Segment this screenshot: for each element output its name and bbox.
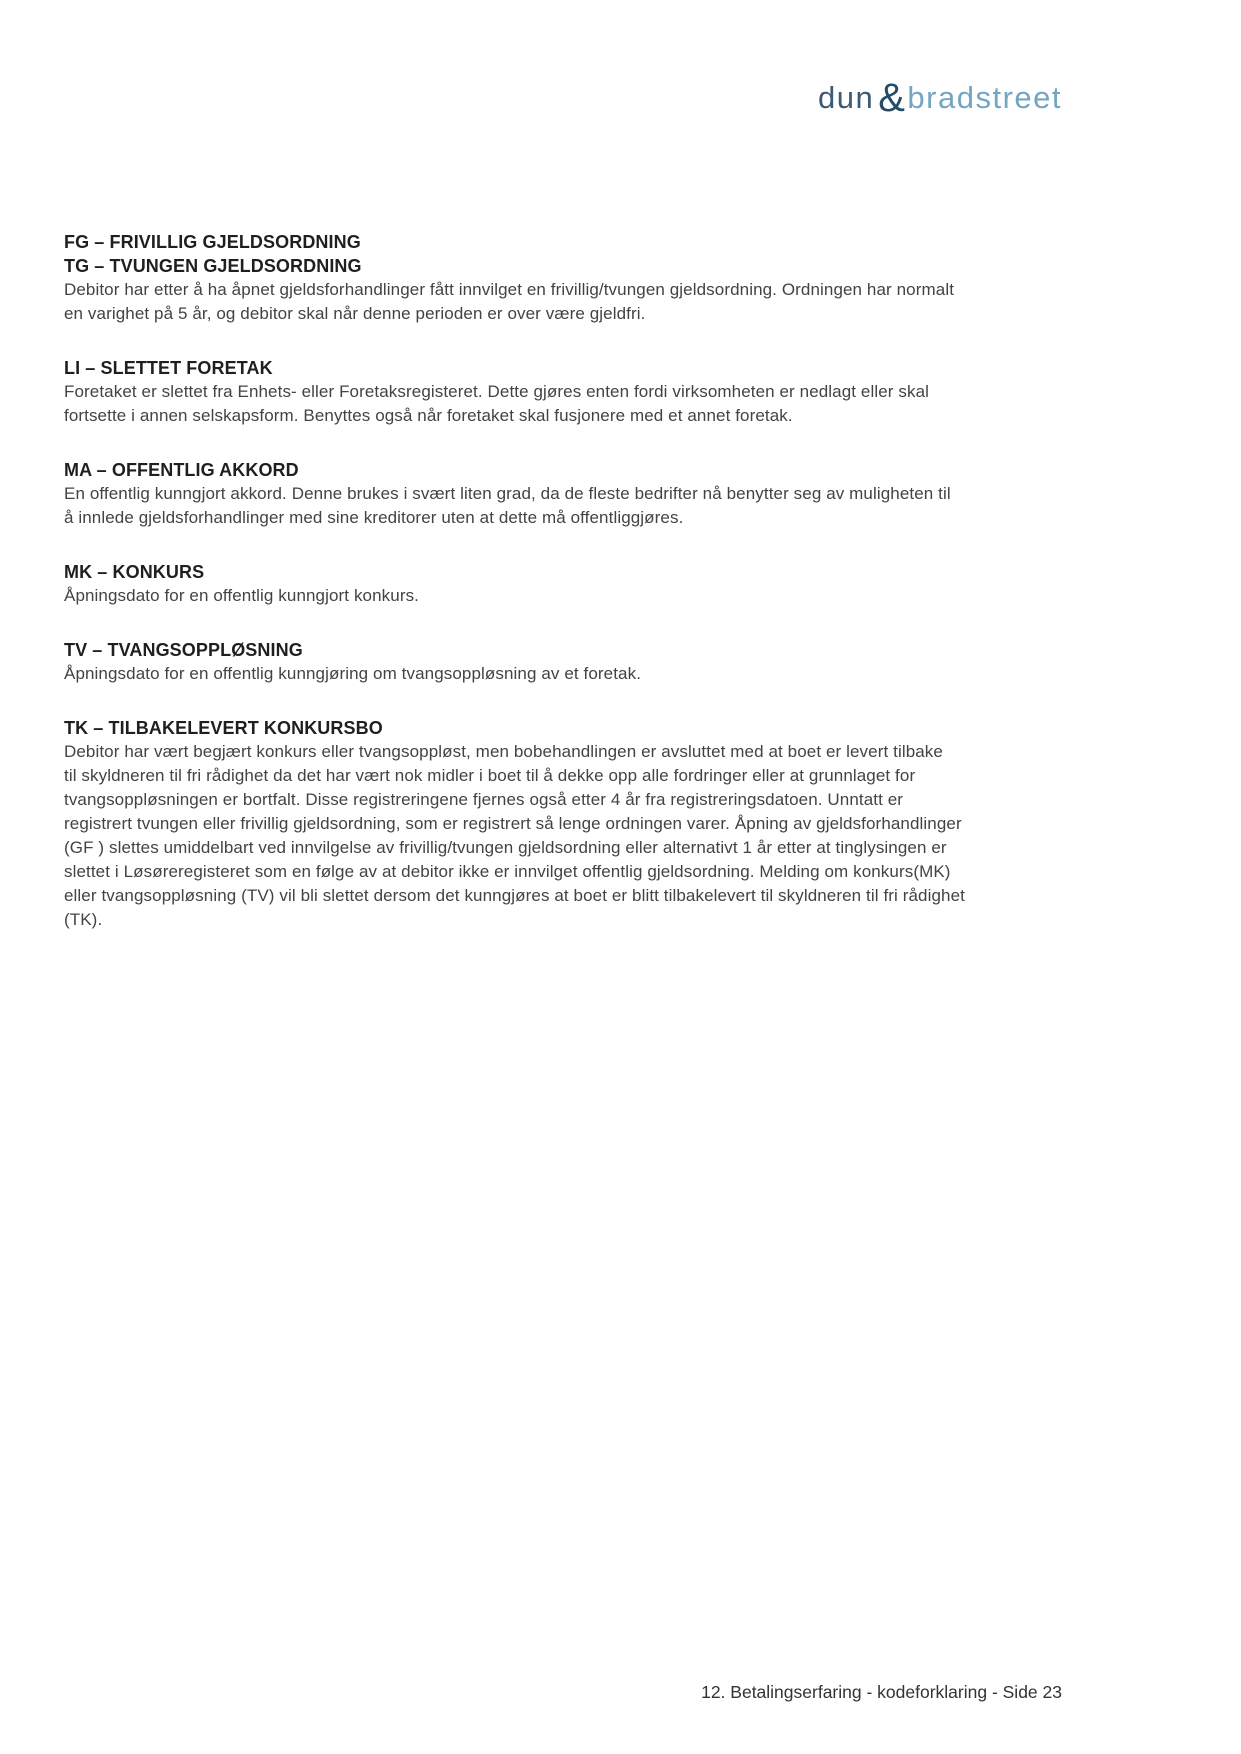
page-footer: 12. Betalingserfaring - kodeforklaring - Side 23 [701,1682,1062,1702]
body-line: (TK). [64,910,103,929]
body-line: å innlede gjeldsforhandlinger med sine kreditorer uten at dette må offentliggjøres. [64,508,684,527]
section-ma [64,458,1064,530]
body-line: til skyldneren til fri rådighet da det har vært nok midler i boet til å dekke opp alle fordringer eller at grunnlaget for [64,766,916,785]
section-heading: TV – TVANGSOPPLØSNING [64,640,303,660]
body-line: Debitor har etter å ha åpnet gjeldsforhandlinger fått innvilget en frivillig/tvungen gjeldsordning. Ordningen har normalt [64,280,955,299]
section-fg-tg [64,230,1064,326]
document-content [64,230,1064,962]
body-line: eller tvangsoppløsning (TV) vil bli slettet dersom det kunngjøres at boet er blitt tilbakelevert til skyldneren til fri rådighet [64,886,965,905]
logo-word-bradstreet: bradstreet [907,80,1062,115]
section-heading: MA – OFFENTLIG AKKORD [64,460,299,480]
body-line: Debitor har vært begjært konkurs eller tvangsoppløst, men bobehandlingen er avsluttet med at boet er levert tilbake [64,742,943,761]
section-li [64,356,1064,428]
body-line: tvangsoppløsningen er bortfalt. Disse registreringene fjernes også etter 4 år fra registreringsdatoen. Unntatt er [64,790,904,809]
body-line: Åpningsdato for en offentlig kunngjort konkurs. [64,586,420,605]
body-line: fortsette i annen selskapsform. Benyttes også når foretaket skal fusjonere med et annet foretak. [64,406,793,425]
body-line: (GF ) slettes umiddelbart ved innvilgelse av frivillig/tvungen gjeldsordning eller alternativt 1 år etter at tinglysingen er [64,838,947,857]
logo-word-dun: dun [818,80,875,115]
body-line: Foretaket er slettet fra Enhets- eller Foretaksregisteret. Dette gjøres enten fordi virksomheten er nedlagt eller skal [64,382,930,401]
dun-bradstreet-logo [818,76,1062,120]
section-tk [64,716,1064,932]
logo-ampersand-icon: & [878,76,907,120]
body-line: En offentlig kunngjort akkord. Denne brukes i svært liten grad, da de fleste bedrifter nå benytter seg av muligheten til [64,484,951,503]
section-heading: TK – TILBAKELEVERT KONKURSBO [64,718,383,738]
section-heading: TG – TVUNGEN GJELDSORDNING [64,256,362,276]
body-line: Åpningsdato for en offentlig kunngjøring om tvangsoppløsning av et foretak. [64,664,642,683]
body-line: slettet i Løsøreregisteret som en følge av at debitor ikke er innvilget offentlig gjeldsordning. Melding om konkurs(MK) [64,862,951,881]
section-mk [64,560,1064,608]
section-heading: MK – KONKURS [64,562,205,582]
section-heading: FG – FRIVILLIG GJELDSORDNING [64,232,361,252]
body-line: registrert tvungen eller frivillig gjeldsordning, som er registrert så lenge ordningen varer. Åpning av gjeldsforhandlinger [64,814,962,833]
section-tv [64,638,1064,686]
body-line: en varighet på 5 år, og debitor skal når denne perioden er over være gjeldfri. [64,304,646,323]
section-heading: LI – SLETTET FORETAK [64,358,273,378]
